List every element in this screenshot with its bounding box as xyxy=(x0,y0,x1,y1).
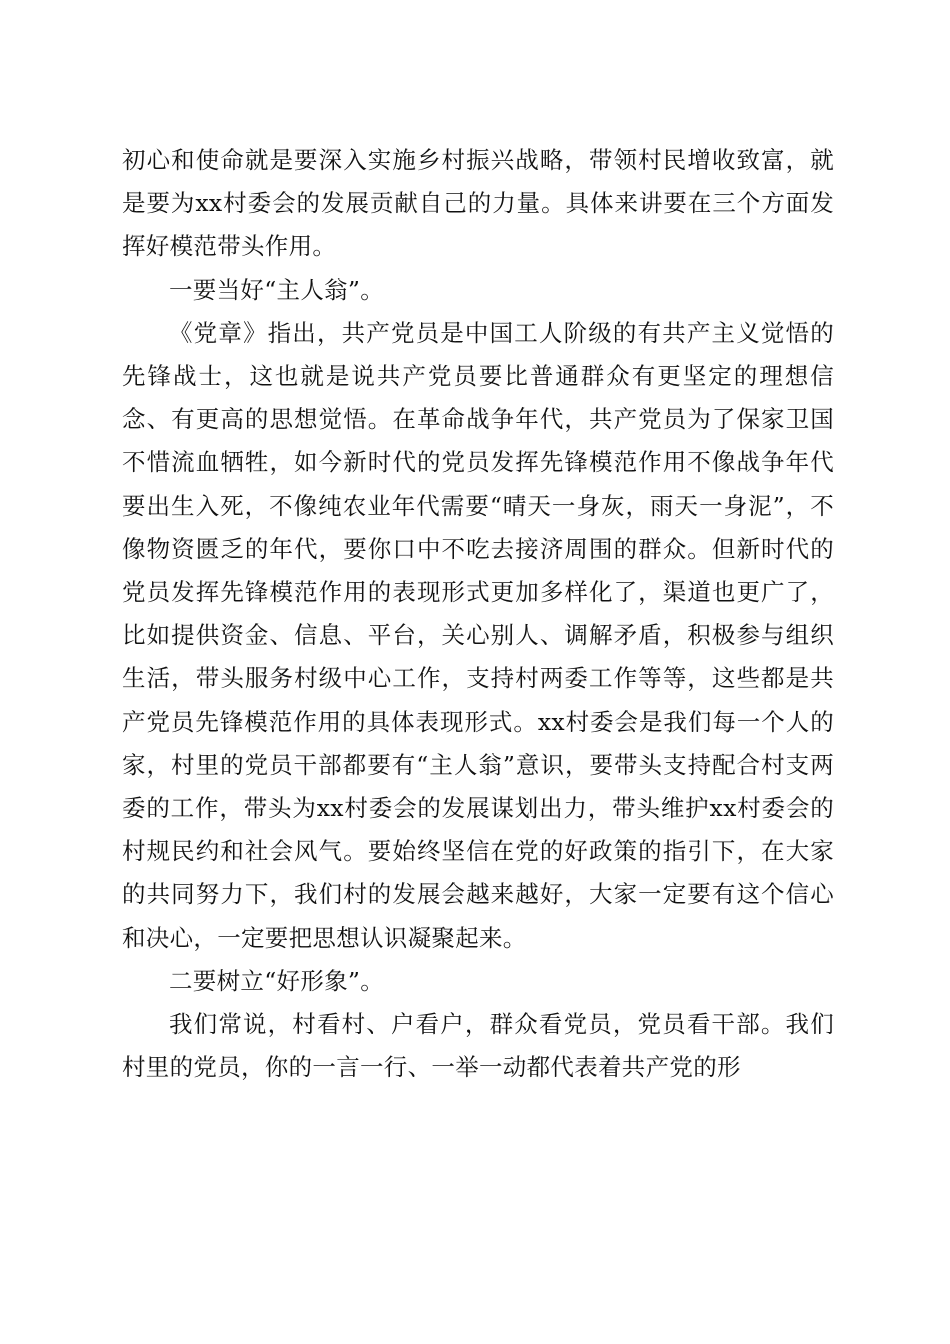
paragraph-intro: 初心和使命就是要深入实施乡村振兴战略，带领村民增收致富，就是要为xx村委会的发展贡献自己的力量。具体来讲要在三个方面发挥好模范带头作用。 xyxy=(122,146,834,261)
section-heading-2: 二要树立“好形象”。 xyxy=(169,966,385,995)
document-body xyxy=(122,139,834,1089)
paragraph-party-constitution: 《党章》指出，共产党员是中国工人阶级的有共产主义觉悟的先锋战士，这也就是说共产党员要比普通群众有更坚定的理想信念、有更高的思想觉悟。在革命战争年代，共产党员为了保家卫国不惜流血牺牲，如今新时代的党员发挥先锋模范作用不像战争年代要出生入死，不像纯农业年代需要“晴天一身灰，雨天一身泥”，不像物资匮乏的年代，要你口中不吃去接济周围的群众。但新时代的党员发挥先锋模范作用的表现形式更加多样化了，渠道也更广了，比如提供资金、信息、平台，关心别人、调解矛盾，积极参与组织生活，带头服务村级中心工作，支持村两委工作等等，这些都是共产党员先锋模范作用的具体表现形式。xx村委会是我们每一个人的家，村里的党员干部都要有“主人翁”意识，要带头支持配合村支两委的工作，带头为xx村委会的发展谋划出力，带头维护xx村委会的村规民约和社会风气。要始终坚信在党的好政策的指引下，在大家的共同努力下，我们村的发展会越来越好，大家一定要有这个信心和决心，一定要把思想认识凝聚起来。 xyxy=(122,318,834,952)
section-heading-1: 一要当好“主人翁”。 xyxy=(169,275,385,304)
paragraph-good-image: 我们常说，村看村、户看户，群众看党员，党员看干部。我们村里的党员，你的一言一行、一举一动都代表着共产党的形 xyxy=(122,1010,834,1082)
